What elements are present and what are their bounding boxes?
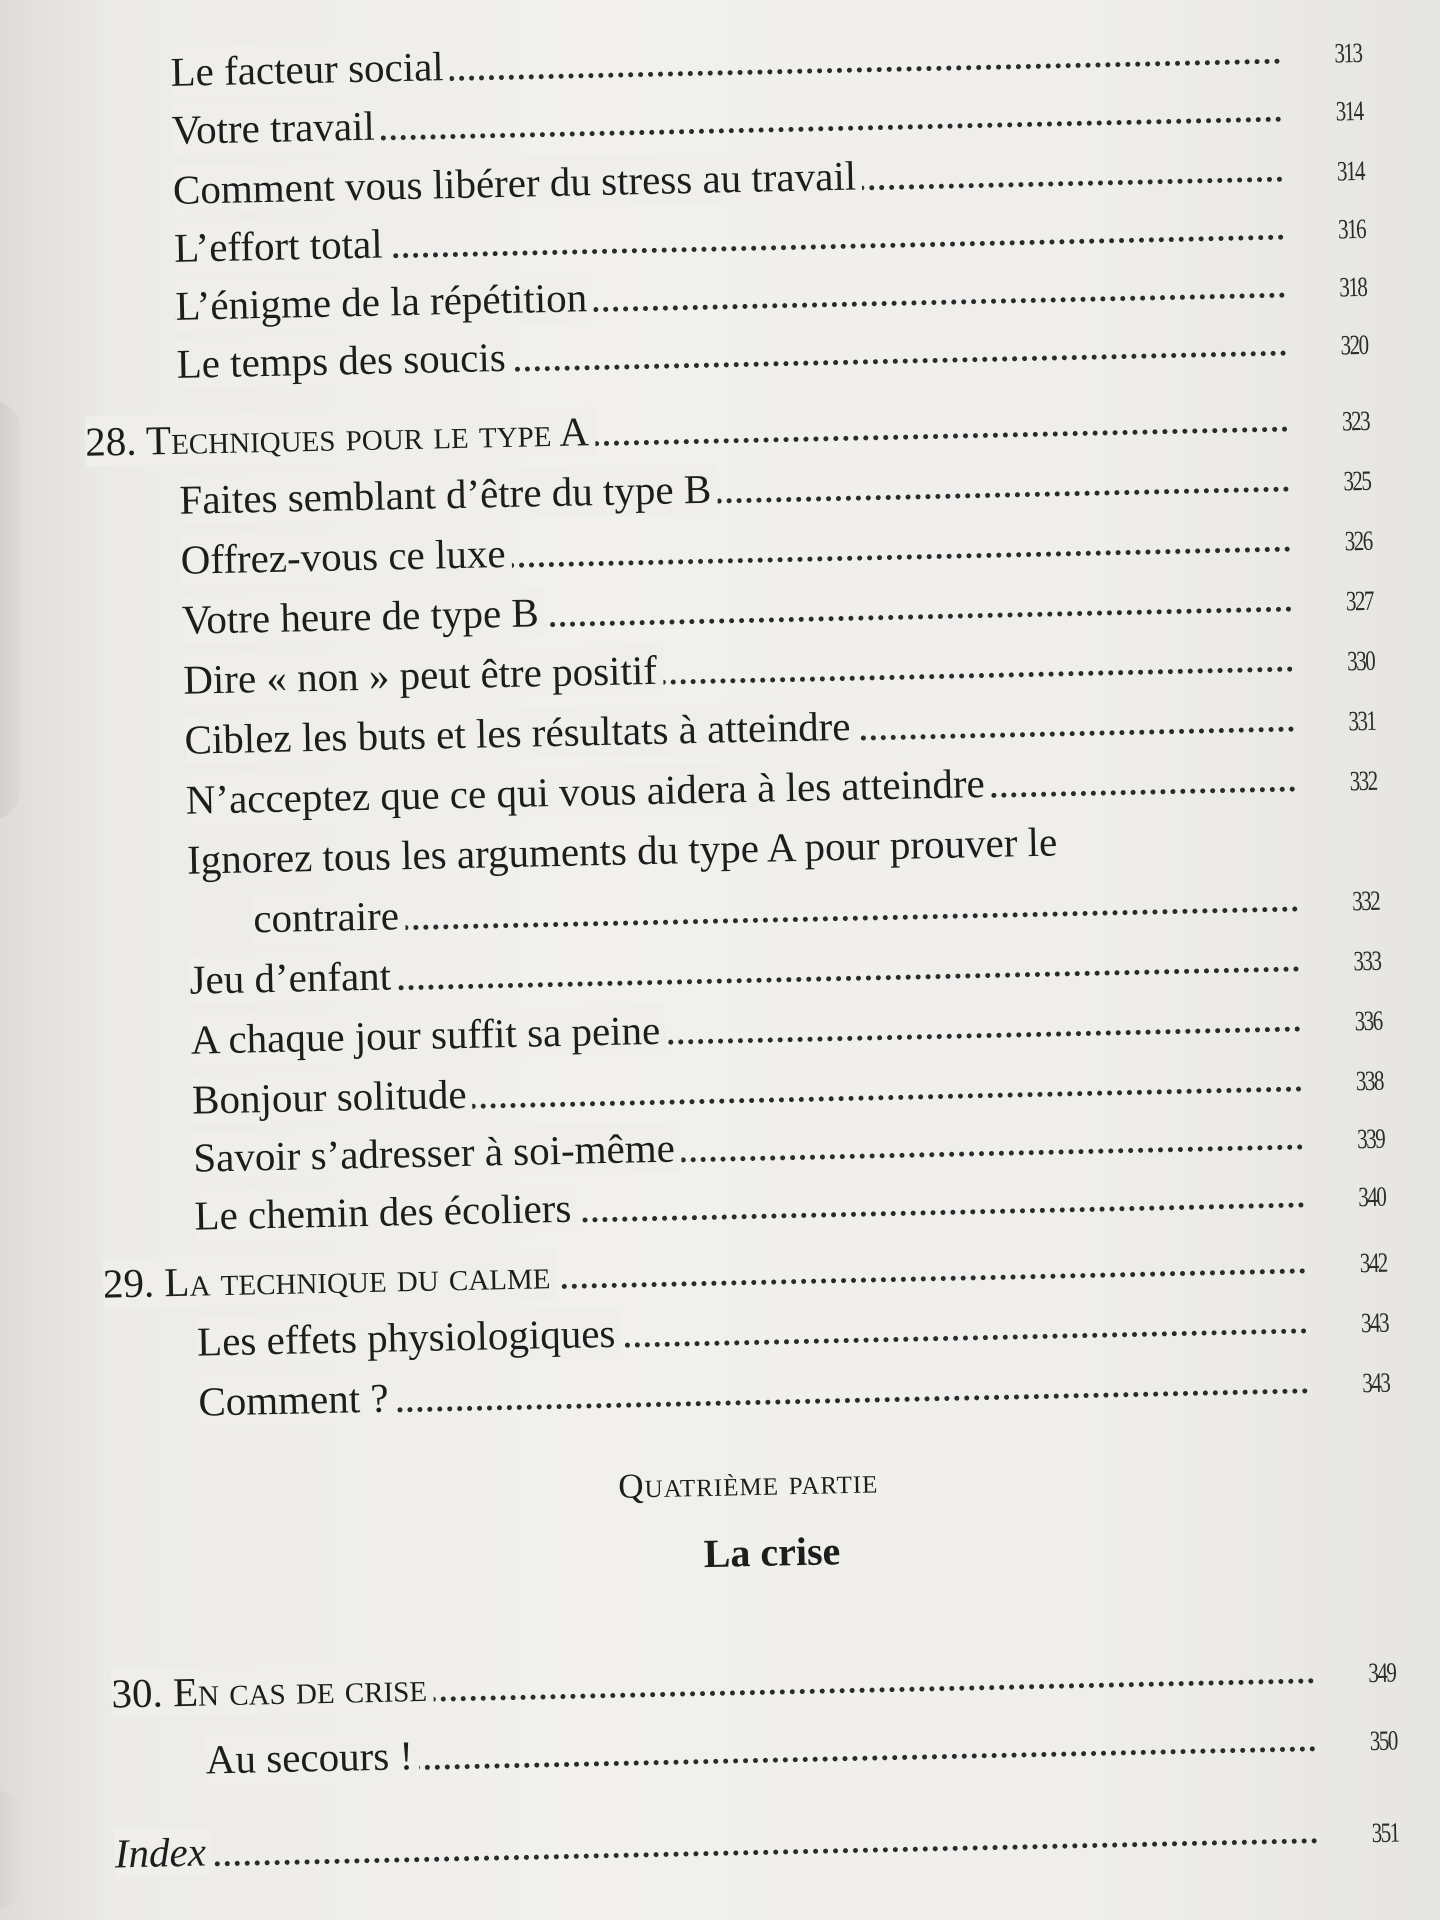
toc-entry-title: Comment vous libérer du stress au travail [172, 150, 862, 214]
toc-entry-page: 342 [1359, 1247, 1388, 1280]
toc-entry-page: 327 [1345, 585, 1374, 618]
toc-entry-page: 332 [1349, 765, 1377, 798]
toc-entry-title: Le chemin des écoliers [194, 1183, 578, 1241]
page-edge-shadow-bottom [0, 1790, 20, 1910]
toc-chapter-title: 30. En cas de crise [111, 1662, 433, 1719]
part-title: La crise [703, 1528, 841, 1577]
toc-chapter-title: 29. La technique du calme [102, 1249, 556, 1308]
toc-entry-page: 318 [1338, 271, 1367, 304]
toc-entry-title: Bonjour solitude [192, 1069, 473, 1125]
toc-entry-page: 350 [1369, 1725, 1398, 1758]
toc-entry-page: 326 [1344, 525, 1372, 558]
toc-entry-page: 313 [1334, 37, 1362, 70]
toc-entry-title: Ciblez les buts et les résultats à atteindre [184, 701, 857, 765]
toc-entry-page: 339 [1356, 1123, 1385, 1156]
toc-entry-page: 331 [1348, 705, 1376, 738]
toc-entry-title: Ignorez tous les arguments du type A pour prouver le [186, 818, 1058, 883]
toc-entry-page: 349 [1368, 1657, 1396, 1690]
toc-entry-title: Offrez-vous ce luxe [180, 528, 512, 585]
toc-entry-page: 325 [1343, 465, 1371, 498]
toc-entry-page: 336 [1354, 1005, 1383, 1038]
part-label: Quatrième partie [617, 1461, 879, 1506]
toc-entry-page: 320 [1340, 329, 1368, 362]
toc-entry-page: 316 [1337, 213, 1366, 246]
toc-entry-title: Les effets physiologiques [197, 1308, 622, 1367]
toc-entry [205, 1705, 1398, 1784]
toc-entry-page: 314 [1336, 155, 1365, 188]
toc-entry-page: 330 [1346, 645, 1375, 678]
toc-entry-title: contraire [253, 890, 406, 943]
toc-entry-title: Au secours ! [205, 1730, 419, 1784]
toc-entry-title: Comment ? [198, 1373, 395, 1427]
toc-entry-page: 343 [1360, 1307, 1389, 1340]
toc-entry-title: Le temps des soucis [176, 332, 512, 389]
toc-entry-page: 338 [1355, 1065, 1384, 1098]
toc-entry-title: A chaque jour suffit sa peine [190, 1005, 666, 1065]
toc-entry-page: 340 [1358, 1181, 1386, 1214]
toc-entry-title: L’énigme de la répétition [175, 272, 594, 331]
toc-entry-title: Faites semblant d’être du type B [179, 464, 718, 525]
toc-entry-page: 333 [1353, 945, 1381, 978]
toc-entry-title: Savoir s’adresser à soi-même [193, 1122, 682, 1182]
toc-entry-title: Jeu d’enfant [189, 950, 398, 1004]
toc-entry-page: 332 [1351, 885, 1380, 918]
toc-entry-title: Votre travail [171, 101, 381, 155]
toc-entry-title: Le facteur social [170, 41, 450, 97]
toc-entry-title: N’acceptez que ce qui vous aidera à les atteindre [185, 758, 991, 825]
toc-chapter [111, 1637, 1396, 1718]
toc-entry-page: 314 [1335, 95, 1363, 128]
toc-entry-title: Votre heure de type B [181, 587, 545, 645]
toc-entry-page: 323 [1341, 405, 1370, 438]
toc-entry-title: Dire « non » peut être positif [183, 645, 664, 705]
toc-chapter-title: 28. Techniques pour le type A [85, 406, 596, 467]
toc-entry-page: 343 [1361, 1367, 1390, 1400]
toc-entry-page: 351 [1371, 1817, 1400, 1850]
toc-index [114, 1797, 1400, 1878]
toc-entry-title: L’effort total [174, 218, 389, 272]
toc-index-title: Index [114, 1826, 212, 1878]
